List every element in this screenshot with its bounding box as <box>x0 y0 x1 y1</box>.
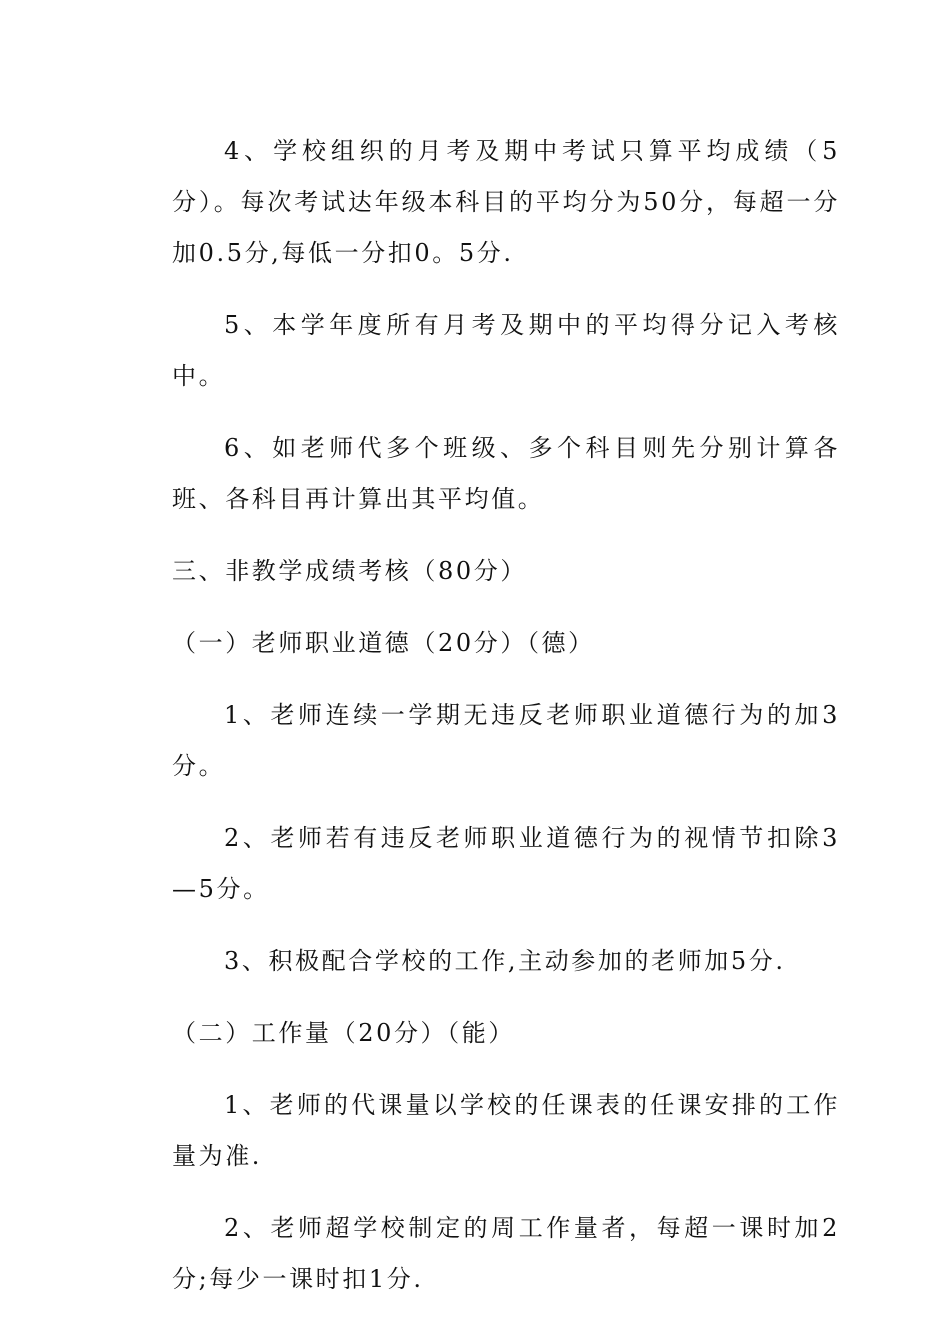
paragraph-workload-2: 2、老师超学校制定的周工作量者，每超一课时加2分;每少一课时扣1分. <box>172 1214 840 1293</box>
paragraph-workload-1: 1、老师的代课量以学校的任课表的任课安排的工作量为准. <box>172 1091 840 1170</box>
paragraph-item-4: 4、学校组织的月考及期中考试只算平均成绩（5分）。每次考试达年级本科目的平均分为50分，每超一分加0.5分,每低一分扣0。5分. <box>172 137 840 267</box>
subsection-heading-2: （二）工作量（20分）（能） <box>172 1019 515 1047</box>
paragraph-ethics-1: 1、老师连续一学期无违反老师职业道德行为的加3分。 <box>172 701 840 780</box>
paragraph-item-5: 5、本学年度所有月考及期中的平均得分记入考核中。 <box>172 311 840 390</box>
section-heading-3: 三、非教学成绩考核（80分） <box>172 557 527 585</box>
document-body <box>172 126 840 1305</box>
paragraph-item-6: 6、如老师代多个班级、多个科目则先分别计算各班、各科目再计算出其平均值。 <box>172 434 840 513</box>
paragraph-ethics-3: 3、积极配合学校的工作,主动参加的老师加5分. <box>224 947 786 975</box>
subsection-heading-1: （一）老师职业道德（20分）（德） <box>172 629 595 657</box>
paragraph-ethics-2: 2、老师若有违反老师职业道德行为的视情节扣除3—5分。 <box>172 824 840 903</box>
